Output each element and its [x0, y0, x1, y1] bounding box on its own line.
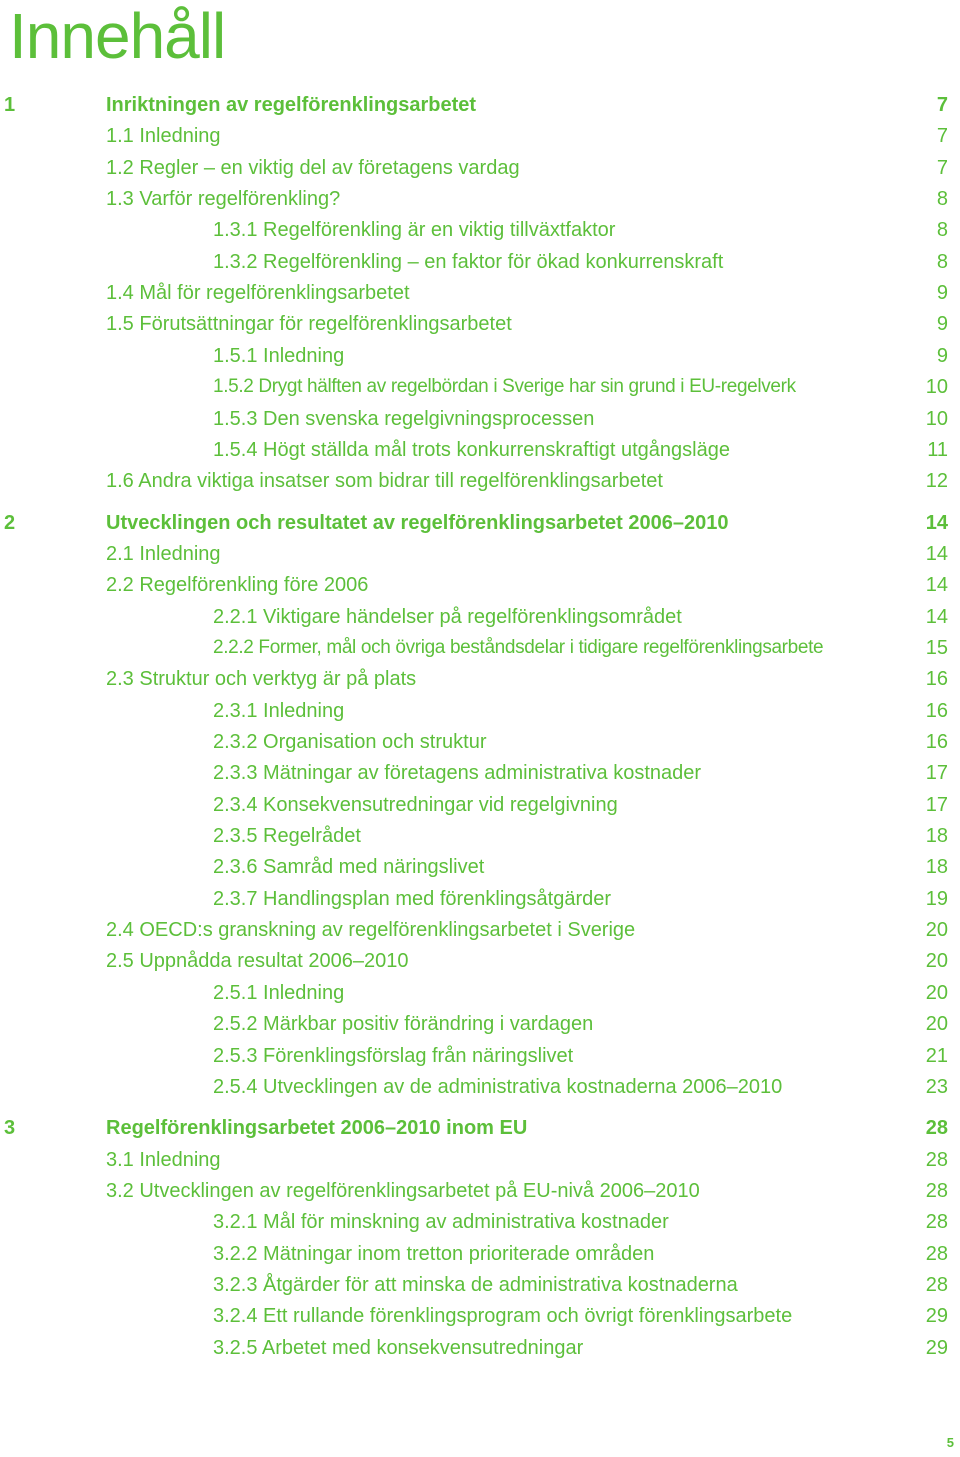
- toc-entry-label: 2.5.1 Inledning: [213, 982, 345, 1004]
- toc-entry[interactable]: [0, 1072, 960, 1102]
- toc-entry[interactable]: [0, 915, 960, 945]
- toc-page-number: 15: [925, 637, 948, 659]
- toc-entry-label: 1.3.1 Regelförenkling är en viktig tillväxtfaktor: [213, 219, 616, 241]
- toc-page-number: 10: [925, 408, 948, 430]
- toc-entry-label: 3.2.5 Arbetet med konsekvensutredningar: [213, 1337, 584, 1359]
- toc-page-number: 23: [925, 1076, 948, 1098]
- toc-entry-label: Regelförenklingsarbetet 2006–2010 inom EU: [106, 1117, 528, 1139]
- toc-page-number: 28: [925, 1243, 948, 1265]
- toc-entry[interactable]: [0, 435, 960, 465]
- toc-entry[interactable]: [0, 821, 960, 851]
- toc-entry[interactable]: [0, 1239, 960, 1269]
- toc-page-number: 7: [936, 94, 948, 116]
- toc-entry-label: 1.3 Varför regelförenkling?: [106, 188, 341, 210]
- toc-page-number: 29: [925, 1305, 948, 1327]
- toc-page-number: 20: [925, 950, 948, 972]
- toc-entry[interactable]: [0, 664, 960, 694]
- toc-entry-label: 2.5.2 Märkbar positiv förändring i vardagen: [213, 1013, 594, 1035]
- toc-entry[interactable]: [0, 758, 960, 788]
- toc-entry[interactable]: [0, 696, 960, 726]
- toc-entry-label: 2.3.1 Inledning: [213, 700, 345, 722]
- toc-entry[interactable]: [0, 602, 960, 632]
- toc-entry[interactable]: [0, 946, 960, 976]
- toc-page-number: 18: [925, 856, 948, 878]
- toc-entry-label: 3.1 Inledning: [106, 1149, 221, 1171]
- toc-page-number: 14: [925, 512, 948, 534]
- toc-entry-label: 3.2.1 Mål för minskning av administrativa kostnader: [213, 1211, 669, 1233]
- toc-page-number: 9: [936, 313, 948, 335]
- toc-entry[interactable]: [0, 1207, 960, 1237]
- toc-page-number: 29: [925, 1337, 948, 1359]
- toc-entry-label: Inriktningen av regelförenklingsarbetet: [106, 94, 477, 116]
- toc-page-number: 28: [925, 1149, 948, 1171]
- toc-entry-label: 1.5.3 Den svenska regelgivningsprocessen: [213, 408, 595, 430]
- toc-entry-label: 1.4 Mål för regelförenklingsarbetet: [106, 282, 410, 304]
- toc-page-number: 19: [925, 888, 948, 910]
- toc-entry-label: 2.1 Inledning: [106, 543, 221, 565]
- toc-page-number: 11: [927, 439, 948, 461]
- toc-page-number: 14: [925, 606, 948, 628]
- toc-chapter[interactable]: [0, 508, 960, 538]
- toc-entry-label: 2.3.4 Konsekvensutredningar vid regelgivning: [213, 794, 618, 816]
- toc-entry-label: 1.5 Förutsättningar för regelförenklingsarbetet: [106, 313, 512, 335]
- toc-entry[interactable]: [0, 1301, 960, 1331]
- toc-entry-label: 1.2 Regler – en viktig del av företagens vardag: [106, 157, 520, 179]
- toc-entry[interactable]: [0, 1176, 960, 1206]
- toc-page-number: 28: [925, 1211, 948, 1233]
- toc-entry-label: 2.3 Struktur och verktyg är på plats: [106, 668, 417, 690]
- toc-page-number: 7: [936, 125, 948, 147]
- toc-page-number: 10: [925, 376, 948, 398]
- toc-entry-label: 1.3.2 Regelförenkling – en faktor för ökad konkurrenskraft: [213, 251, 724, 273]
- toc-entry-label: 2.3.3 Mätningar av företagens administrativa kostnader: [213, 762, 702, 784]
- toc-page-number: 17: [925, 762, 948, 784]
- toc-page-number: 14: [925, 574, 948, 596]
- toc-page-number: 28: [925, 1180, 948, 1202]
- toc-entry[interactable]: [0, 1041, 960, 1071]
- toc-page-number: 16: [925, 668, 948, 690]
- toc-entry-label: 2.2.2 Former, mål och övriga beståndsdelar i tidigare regelförenklingsarbete: [213, 637, 824, 658]
- toc-entry-label: 1.1 Inledning: [106, 125, 221, 147]
- toc-entry[interactable]: [0, 633, 960, 663]
- toc-entry[interactable]: [0, 309, 960, 339]
- toc-entry[interactable]: [0, 884, 960, 914]
- toc-entry[interactable]: [0, 852, 960, 882]
- toc-page-number: 16: [925, 700, 948, 722]
- toc-entry-label: 1.5.4 Högt ställda mål trots konkurrenskraftigt utgångsläge: [213, 439, 730, 461]
- toc-entry-label: 2.2.1 Viktigare händelser på regelförenklingsområdet: [213, 606, 682, 628]
- toc-entry-label: 2.3.2 Organisation och struktur: [213, 731, 487, 753]
- toc-entry-label: 1.5.1 Inledning: [213, 345, 345, 367]
- toc-entry-label: 3.2 Utvecklingen av regelförenklingsarbetet på EU-nivå 2006–2010: [106, 1180, 700, 1202]
- chapter-number: 1: [4, 94, 16, 116]
- chapter-number: 3: [4, 1117, 16, 1139]
- toc-entry[interactable]: [0, 215, 960, 245]
- toc-entry-label: 1.6 Andra viktiga insatser som bidrar till regelförenklingsarbetet: [106, 470, 663, 492]
- toc-page-number: 20: [925, 919, 948, 941]
- toc-entry-label: 2.5.3 Förenklingsförslag från näringslivet: [213, 1045, 574, 1067]
- toc-page-number: 20: [925, 1013, 948, 1035]
- toc-entry[interactable]: [0, 727, 960, 757]
- toc-page-number: 8: [936, 219, 948, 241]
- toc-page-number: 8: [936, 188, 948, 210]
- page-title: Innehåll: [9, 0, 226, 72]
- toc-entry[interactable]: [0, 1270, 960, 1300]
- toc-entry[interactable]: [0, 247, 960, 277]
- toc-entry[interactable]: [0, 539, 960, 569]
- toc-page-number: 21: [925, 1045, 948, 1067]
- toc-page-number: 28: [925, 1274, 948, 1296]
- toc-entry[interactable]: [0, 372, 960, 402]
- toc-entry[interactable]: [0, 790, 960, 820]
- toc-entry[interactable]: [0, 121, 960, 151]
- toc-entry-label: 1.5.2 Drygt hälften av regelbördan i Sverige har sin grund i EU-regelverk: [213, 376, 796, 397]
- toc-entry[interactable]: [0, 153, 960, 183]
- toc-entry[interactable]: [0, 278, 960, 308]
- toc-entry[interactable]: [0, 404, 960, 434]
- toc-page-number: 18: [925, 825, 948, 847]
- toc-entry-label: 2.2 Regelförenkling före 2006: [106, 574, 369, 596]
- toc-entry[interactable]: [0, 466, 960, 496]
- toc-entry-label: 3.2.3 Åtgärder för att minska de administrativa kostnaderna: [213, 1274, 738, 1296]
- toc-entry[interactable]: [0, 341, 960, 371]
- toc-chapter[interactable]: [0, 1113, 960, 1143]
- toc-entry-label: 2.4 OECD:s granskning av regelförenklingsarbetet i Sverige: [106, 919, 636, 941]
- toc-entry-label: Utvecklingen och resultatet av regelförenklingsarbetet 2006–2010: [106, 512, 729, 534]
- toc-page-number: 9: [936, 345, 948, 367]
- toc-entry-label: 2.5.4 Utvecklingen av de administrativa kostnaderna 2006–2010: [213, 1076, 783, 1098]
- toc-entry[interactable]: [0, 570, 960, 600]
- toc-page-number: 7: [936, 157, 948, 179]
- chapter-number: 2: [4, 512, 16, 534]
- toc-page-number: 8: [936, 251, 948, 273]
- page-number: 5: [946, 1435, 954, 1450]
- toc-entry-label: 2.3.6 Samråd med näringslivet: [213, 856, 485, 878]
- toc-page-number: 9: [936, 282, 948, 304]
- toc-entry-label: 3.2.2 Mätningar inom tretton prioriterade områden: [213, 1243, 655, 1265]
- toc-chapter[interactable]: [0, 90, 960, 120]
- toc-page-number: 17: [925, 794, 948, 816]
- toc-entry-label: 2.3.5 Regelrådet: [213, 825, 361, 847]
- toc-entry[interactable]: [0, 1009, 960, 1039]
- toc-page-number: 16: [925, 731, 948, 753]
- toc-entry[interactable]: [0, 1333, 960, 1363]
- toc-entry[interactable]: [0, 1145, 960, 1175]
- toc-entry-label: 2.3.7 Handlingsplan med förenklingsåtgärder: [213, 888, 612, 910]
- toc-page-number: 12: [925, 470, 948, 492]
- toc-entry-label: 3.2.4 Ett rullande förenklingsprogram och övrigt förenklingsarbete: [213, 1305, 793, 1327]
- toc-page-number: 28: [925, 1117, 948, 1139]
- toc-entry[interactable]: [0, 978, 960, 1008]
- toc-entry-label: 2.5 Uppnådda resultat 2006–2010: [106, 950, 409, 972]
- toc-page-number: 14: [925, 543, 948, 565]
- toc-entry[interactable]: [0, 184, 960, 214]
- toc-page-number: 20: [925, 982, 948, 1004]
